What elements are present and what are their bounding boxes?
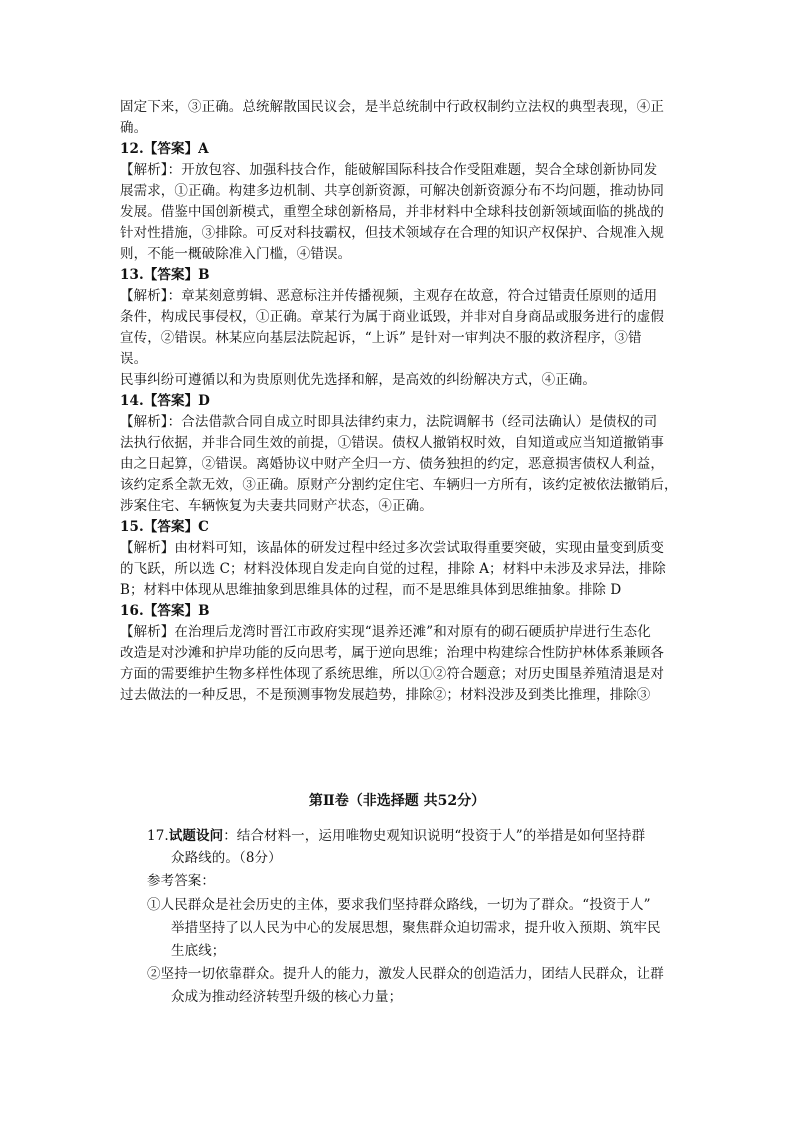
text-line: 【解析】：合法借款合同自成立时即具法律约束力，法院调解书（经司法确认）是债权的司 (120, 414, 658, 430)
section-title: 第Ⅱ卷（非选择题 共52分） (308, 793, 486, 809)
answer-heading: 16.【答案】B (120, 603, 210, 619)
text-line: 误。 (120, 351, 148, 367)
text-line: 涉案住宅、车辆恢复为夫妻共同财产状态，④正确。 (120, 498, 433, 514)
text-line: 民事纠纷可遵循以和为贵原则优先选择和解，是高效的纠纷解决方式，④正确。 (120, 372, 596, 388)
text-line: 宣传，②错误。林某应向基层法院起诉，“上诉” 是针对一审判决不服的救济程序，③错 (120, 330, 642, 346)
text-line: 条件，构成民事侵权，①正确。章某行为属于商业诋毁，并非对自身商品或服务进行的虚假 (120, 309, 664, 325)
text-line: 由之日起算，②错误。离婚协议中财产全归一方、债务独担的约定，恶意损害债权人利益， (120, 456, 664, 472)
text-line: 改造是对沙滩和护岸功能的反向思考，属于逆向思维；治理中构建综合性防护林体系兼顾各 (120, 645, 664, 661)
answer-point: ①人民群众是社会历史的主体，要求我们坚持群众路线，一切为了群众。“投资于人” (147, 897, 651, 913)
question-number: 17. (147, 828, 169, 844)
answer-point: ②坚持一切依靠群众。提升人的能力，激发人民群众的创造活力，团结人民群众，让群 (147, 966, 664, 982)
text-line: 展需求，①正确。构建多边机制、共享创新资源，可解决创新资源分布不均问题，推动协同 (120, 183, 664, 199)
reference-answer-label: 参考答案： (147, 873, 215, 889)
text-line: 【解析】由材料可知，该晶体的研发过程中经过多次尝试取得重要突破，实现由量变到质变 (120, 540, 664, 556)
text-line: 方面的需要维护生物多样性体现了系统思维，所以①②符合题意；对历史围垦养殖清退是对 (120, 666, 664, 682)
question-17-prompt-cont: 众路线的。（8分） (171, 850, 282, 866)
answer-heading: 12.【答案】A (120, 141, 209, 157)
question-text: ：结合材料一，运用唯物史观知识说明“投资于人”的举措是如何坚持群 (223, 828, 646, 844)
answer-point-cont: 生底线； (171, 943, 226, 959)
text-line: 【解析】：开放包容、加强科技合作，能破解国际科技合作受阻难题，契合全球创新协同发 (120, 162, 658, 178)
text-line: 的飞跃，所以选 C；材料没体现自发走向自觉的过程，排除 A；材料中未涉及求异法，排除 (120, 561, 666, 577)
answer-heading: 13.【答案】B (120, 267, 210, 283)
text-line: 该约定系全款无效，③正确。原财产分割约定住宅、车辆归一方所有，该约定被依法撤销后， (120, 477, 678, 493)
text-line: 过去做法的一种反思，不是预测事物发展趋势，排除②；材料没涉及到类比推理，排除③ (120, 687, 651, 703)
text-line: 固定下来，③正确。总统解散国民议会，是半总统制中行政权制约立法权的典型表现，④正 (120, 99, 664, 115)
text-line: 则，不能一概破除准入门槛，④错误。 (120, 246, 352, 262)
text-line: 确。 (120, 120, 148, 136)
text-line: 【解析】：章某刻意剪辑、恶意标注并传播视频，主观存在故意，符合过错责任原则的适用 (120, 288, 658, 304)
answer-point-cont: 举措坚持了以人民为中心的发展思想，聚焦群众迫切需求，提升收入预期、筑牢民 (171, 920, 661, 936)
answer-point-cont: 众成为推动经济转型升级的核心力量； (171, 989, 403, 1005)
answer-heading: 15.【答案】C (120, 519, 210, 535)
text-line: 发展。借鉴中国创新模式，重塑全球创新格局，并非材料中全球科技创新领域面临的挑战的 (120, 204, 664, 220)
question-17-prompt (147, 826, 645, 847)
text-line: 法执行依据，并非合同生效的前提，①错误。债权人撤销权时效，自知道或应当知道撤销事 (120, 435, 664, 451)
answer-heading: 14.【答案】D (120, 393, 210, 409)
text-line: 针对性措施，③排除。可反对科技霸权，但技术领域存在合理的知识产权保护、合规准入规 (120, 225, 664, 241)
question-label: 试题设问 (168, 828, 224, 844)
text-line: B；材料中体现从思维抽象到思维具体的过程，而不是思维具体到思维抽象。排除 D (120, 582, 622, 598)
text-line: 【解析】在治理后龙湾时晋江市政府实现“退养还滩”和对原有的砌石硬质护岸进行生态化 (120, 624, 651, 640)
